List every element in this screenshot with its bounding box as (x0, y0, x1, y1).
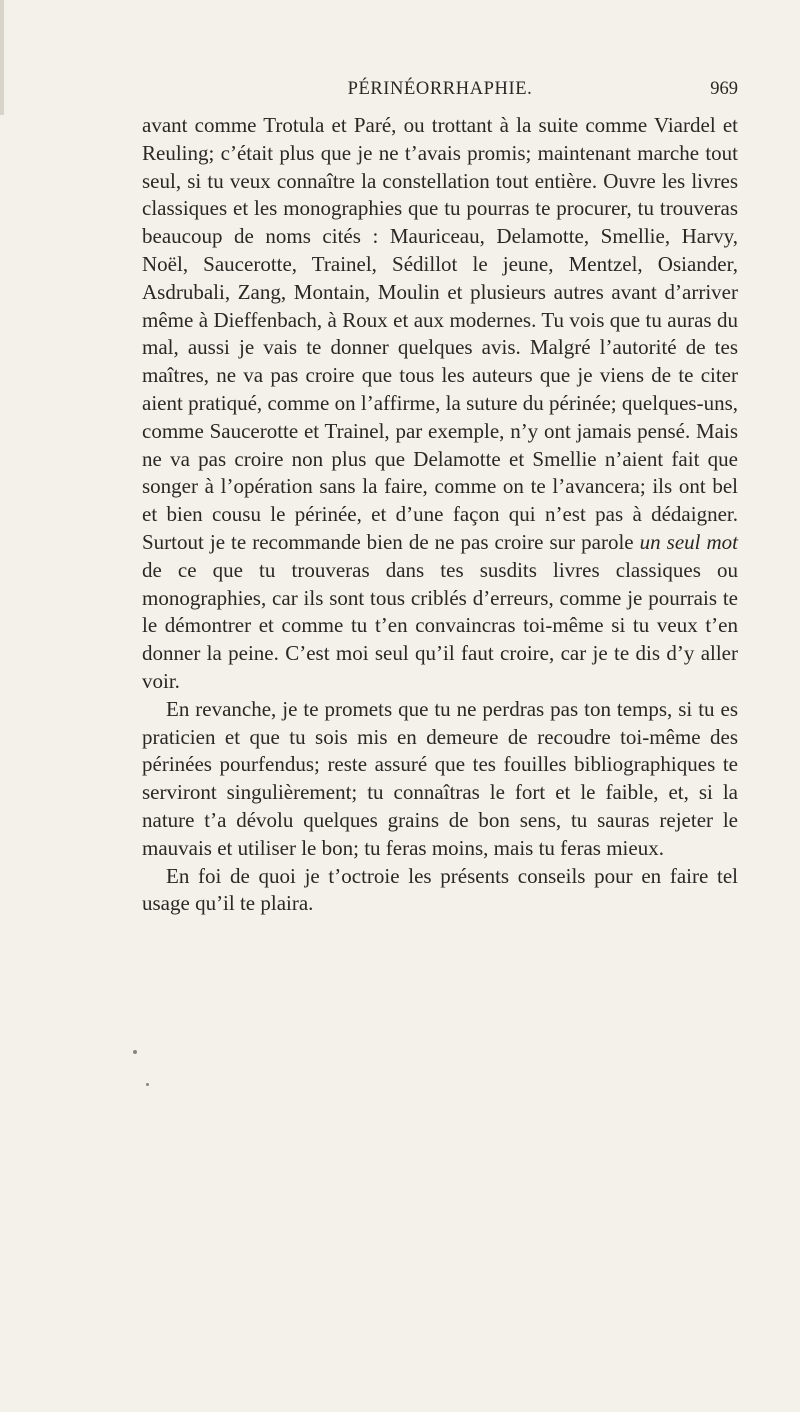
page-number: 969 (710, 79, 738, 99)
paragraph-2: En revanche, je te promets que tu ne perdras pas ton temps, si tu es praticien et que tu sois mis en demeure de recoudre toi-même des périnées pourfendus; reste assuré que tes fouilles bibliographiques te serviront singulièrement; tu connaîtras le fort et le faible, et, si la nature t’a dévolu quelques grains de bon sens, tu sauras rejeter le mauvais et utiliser le bon; tu feras moins, mais tu feras mieux. (142, 696, 738, 860)
paragraph-1 (142, 112, 738, 696)
paragraph-3: En foi de quoi je t’octroie les présents conseils pour en faire tel usage qu’il te plaira. (142, 863, 738, 916)
body-text (142, 112, 738, 918)
stray-mark (133, 1050, 137, 1054)
paragraph-1-text-after: de ce que tu trouveras dans tes susdits livres classiques ou monographies, car ils sont tous criblés d’erreurs, comme je pourrais te le démontrer et comme tu t’en convaincras toi-même si tu veux t’en donner la peine. C’est moi seul qu’il faut croire, car je te dis d’y aller voir. (142, 557, 738, 693)
page-left-edge (0, 0, 4, 115)
running-title: PÉRINÉORRHAPHIE. (347, 79, 533, 99)
paragraph-1-text-before: avant comme Trotula et Paré, ou trottant à la suite comme Viardel et Reuling; c’était plus que je ne t’avais promis; maintenant marche tout seul, si tu veux connaître la constellation tout entière. Ouvre les livres classiques et les monographies que tu pourras te procurer, tu trouveras beaucoup de noms cités : Mauriceau, Delamotte, Smellie, Harvy, Noël, Saucerotte, Trainel, Sédillot le jeune, Mentzel, Osiander, Asdrubali, Zang, Montain, Moulin et plusieurs autres avant d’arriver même à Dieffenbach, à Roux et aux modernes. Tu vois que tu auras du mal, aussi je vais te donner quelques avis. Malgré l’autorité de tes maîtres, ne va pas croire que tous les auteurs que je viens de te citer aient pratiqué, comme on l’affirme, la suture du périnée; quelques-uns, comme Saucerotte et Trainel, par exemple, n’y ont jamais pensé. Mais ne va pas croire non plus que Delamotte et Smellie n’aient fait que songer à l’opération sans la faire, comme on te l’avancera; ils ont bel et bien cousu le périnée, et d’une façon qui n’est pas à dédaigner. Surtout je te recommande bien de ne pas croire sur parole (142, 113, 738, 554)
emphasis-text: un seul mot (639, 529, 739, 554)
stray-mark (146, 1083, 149, 1086)
page-header (142, 74, 738, 104)
